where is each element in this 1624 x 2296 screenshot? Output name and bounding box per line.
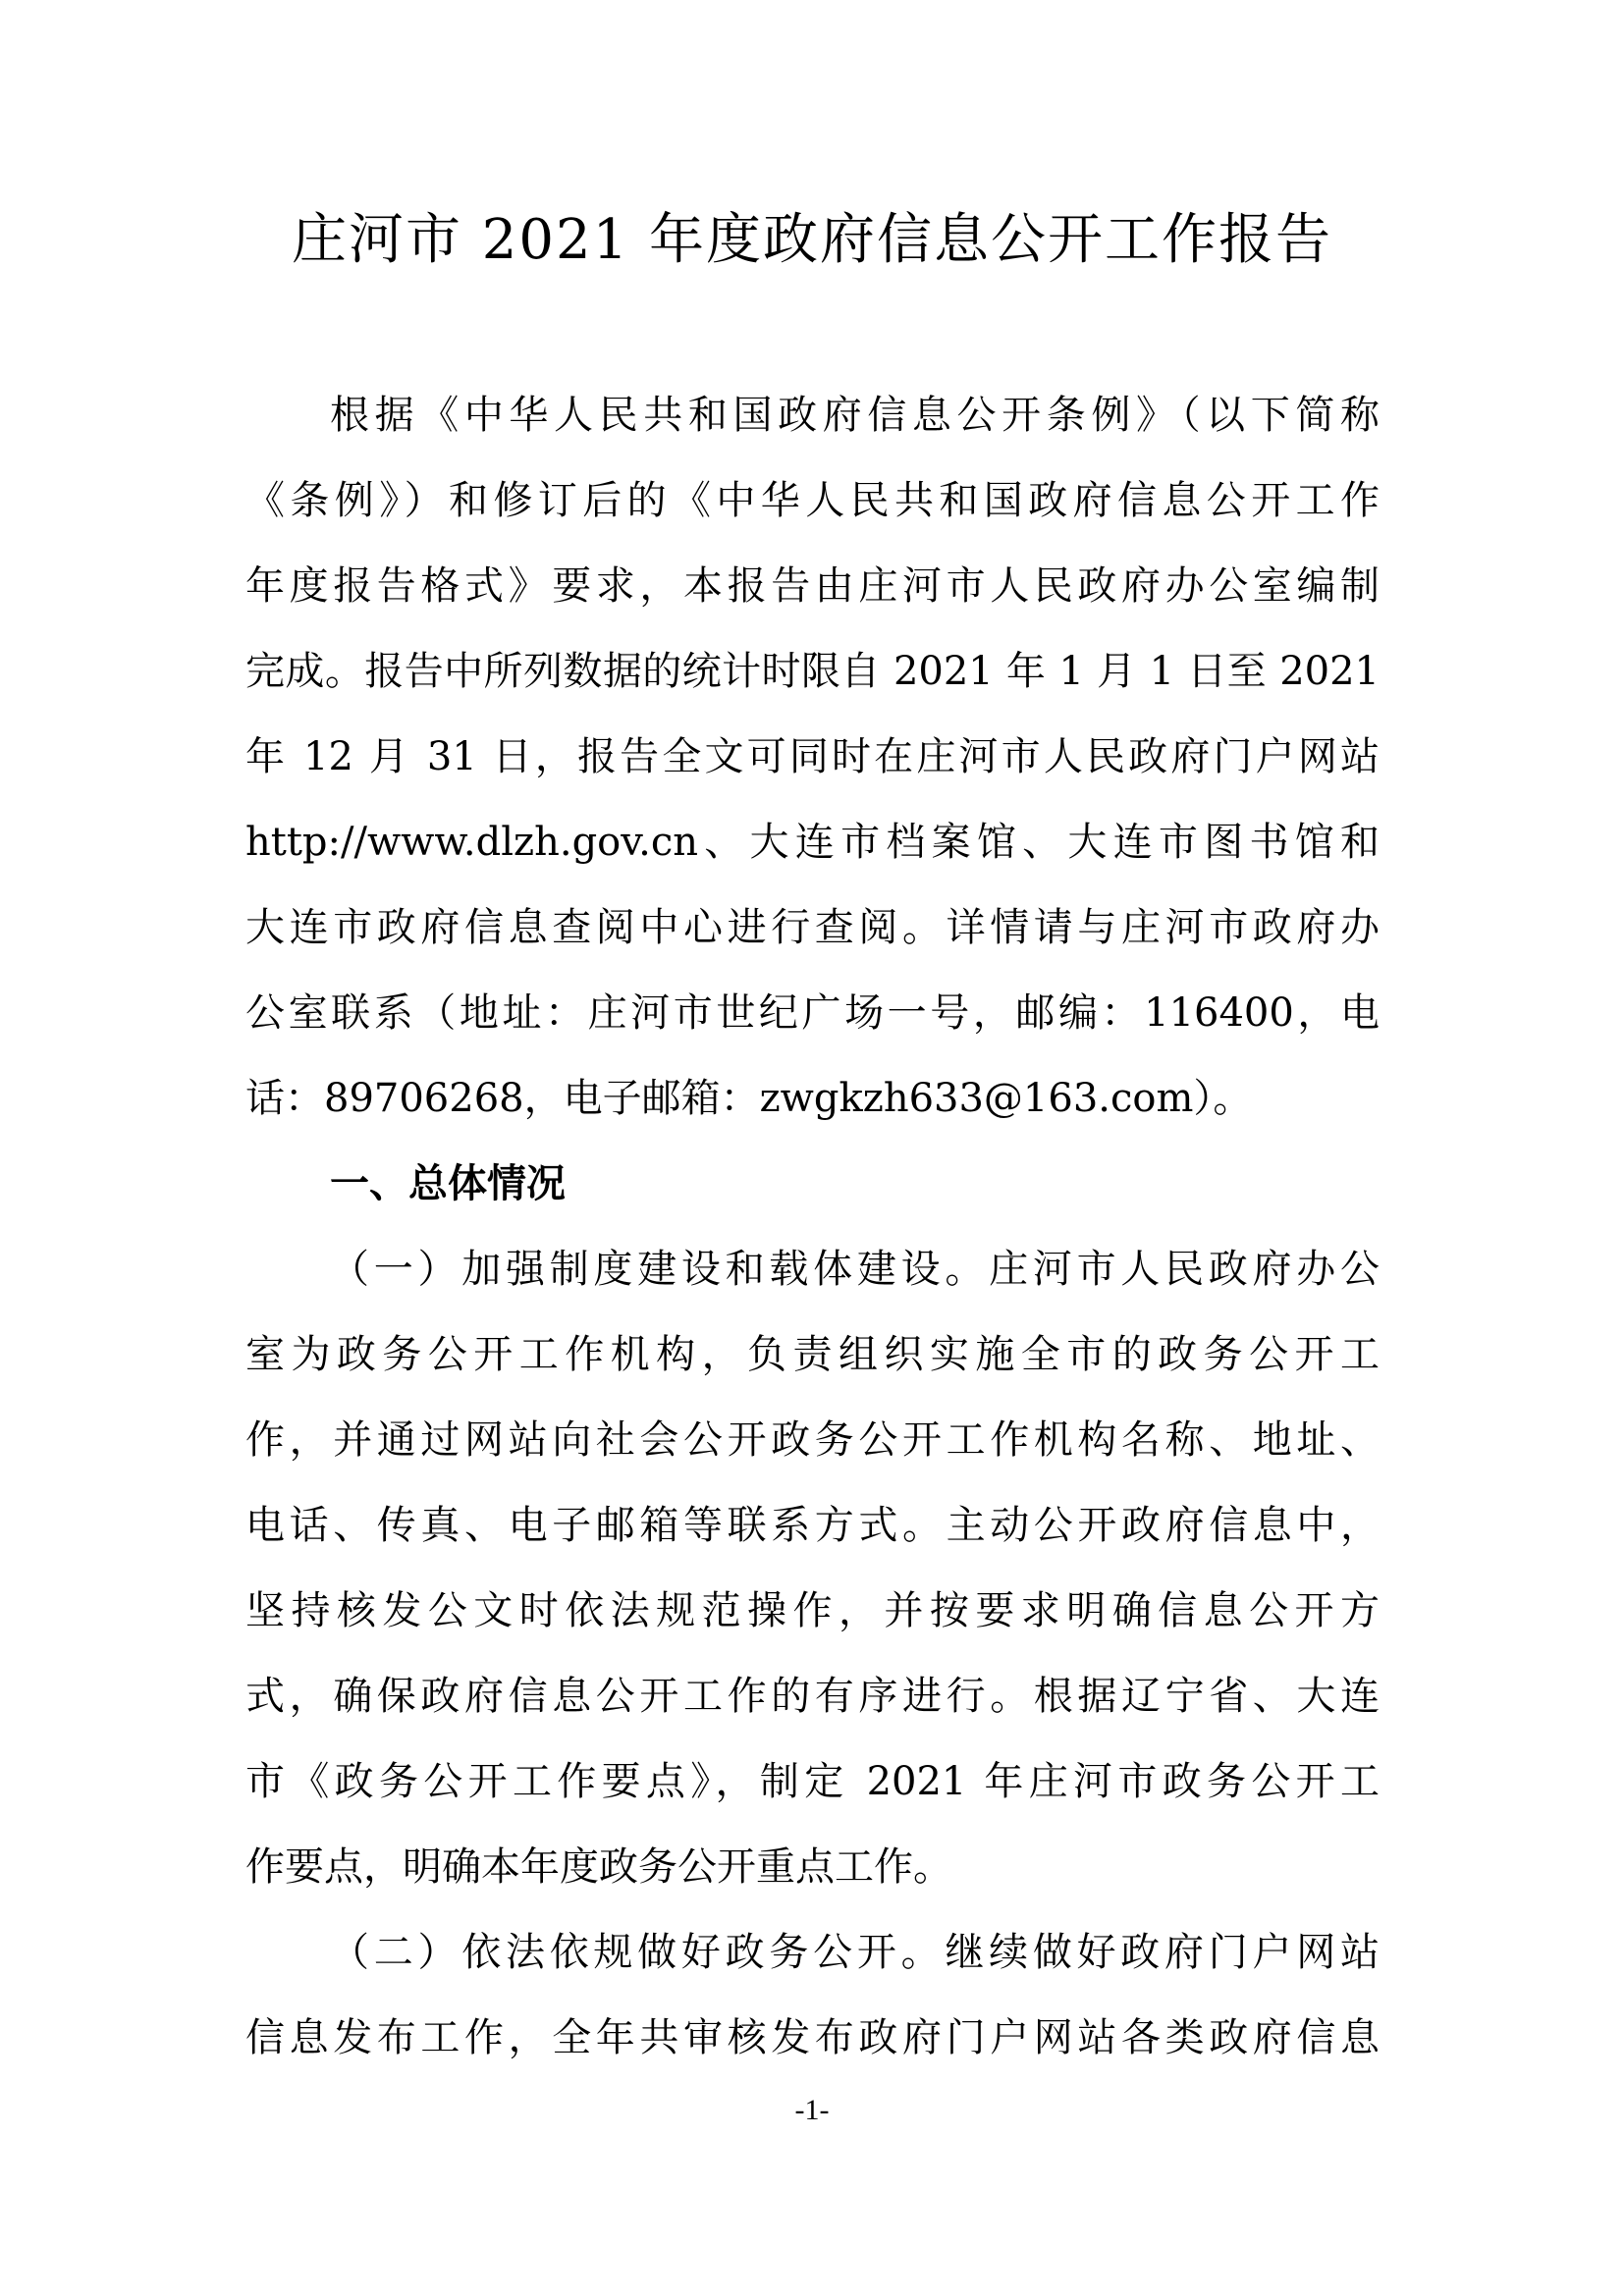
paragraph-line: 电话、传真、电子邮箱等联系方式。主动公开政府信息中， bbox=[245, 1503, 1380, 1548]
paragraph-line-url: http://www.dlzh.gov.cn、大连市档案馆、大连市图书馆和 bbox=[245, 820, 1380, 865]
paragraph-line: 根据《中华人民共和国政府信息公开条例》（以下简称 bbox=[330, 393, 1380, 438]
paragraph-line: 式，确保政府信息公开工作的有序进行。根据辽宁省、大连 bbox=[245, 1674, 1380, 1719]
paragraph-line: 作，并通过网站向社会公开政务公开工作机构名称、地址、 bbox=[245, 1417, 1380, 1463]
paragraph-line: 大连市政府信息查阅中心进行查阅。详情请与庄河市政府办 bbox=[245, 905, 1380, 950]
subsection-2-paragraph bbox=[245, 1910, 1380, 2081]
paragraph-line: 年 12 月 31 日，报告全文可同时在庄河市人民政府门户网站 bbox=[245, 734, 1380, 779]
document-body bbox=[245, 373, 1380, 2081]
section-heading-overview: 一、总体情况 bbox=[330, 1161, 566, 1206]
paragraph-line: 市《政务公开工作要点》，制定 2021 年庄河市政务公开工 bbox=[245, 1759, 1380, 1804]
paragraph-line: 完成。报告中所列数据的统计时限自 2021 年 1 月 1 日至 2021 bbox=[245, 649, 1380, 694]
intro-paragraph bbox=[245, 373, 1380, 1142]
subsection-1-paragraph bbox=[245, 1227, 1380, 1910]
paragraph-line: 室为政务公开工作机构，负责组织实施全市的政务公开工 bbox=[245, 1332, 1380, 1377]
paragraph-line: 《条例》）和修订后的《中华人民共和国政府信息公开工作 bbox=[245, 478, 1380, 523]
paragraph-line-contact: 公室联系（地址：庄河市世纪广场一号，邮编：116400，电 bbox=[245, 990, 1380, 1036]
paragraph-line: 作要点，明确本年度政务公开重点工作。 bbox=[245, 1844, 952, 1890]
paragraph-line: 年度报告格式》要求，本报告由庄河市人民政府办公室编制 bbox=[245, 563, 1380, 609]
paragraph-line: （二）依法依规做好政务公开。继续做好政府门户网站 bbox=[330, 1930, 1380, 1975]
page-number: -1- bbox=[794, 2094, 830, 2126]
paragraph-line: 信息发布工作，全年共审核发布政府门户网站各类政府信息 bbox=[245, 2015, 1380, 2060]
paragraph-line: （一）加强制度建设和载体建设。庄河市人民政府办公 bbox=[330, 1247, 1380, 1292]
document-title: 庄河市 2021 年度政府信息公开工作报告 bbox=[291, 208, 1333, 272]
paragraph-line: 坚持核发公文时依法规范操作，并按要求明确信息公开方 bbox=[245, 1588, 1380, 1633]
paragraph-line-contact: 话：89706268，电子邮箱：zwgkzh633@163.com）。 bbox=[245, 1076, 1253, 1121]
